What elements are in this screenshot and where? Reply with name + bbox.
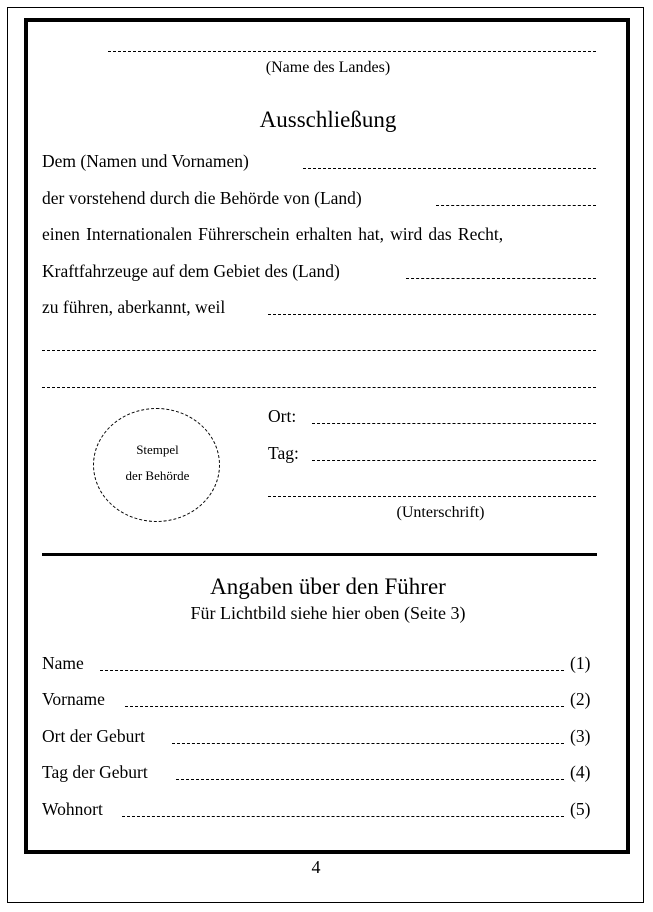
field-line-first-name	[125, 706, 564, 707]
field-number-4: (4)	[570, 762, 591, 782]
reason-continuation-line-1	[42, 350, 596, 351]
field-label-first-name: Vorname	[42, 689, 105, 709]
territory-line-label: Kraftfahrzeuge auf dem Gebiet des (Land)	[42, 261, 340, 281]
stamp-label-line1: Stempel	[136, 442, 179, 457]
signature-caption: (Unterschrift)	[396, 504, 485, 521]
country-name-caption: (Name des Landes)	[265, 59, 391, 76]
field-line-residence	[122, 816, 564, 817]
place-label: Ort:	[268, 406, 297, 426]
field-label-birthplace: Ort der Geburt	[42, 726, 146, 746]
place-line	[312, 423, 596, 424]
stamp-label-line2: der Behörde	[125, 468, 190, 483]
field-line-birthdate	[176, 779, 564, 780]
authority-line	[436, 205, 596, 206]
driver-section-subtitle: Für Lichtbild siehe hier oben (Seite 3)	[190, 603, 466, 623]
field-number-1: (1)	[570, 653, 591, 673]
section-divider	[42, 553, 597, 556]
field-number-2: (2)	[570, 689, 591, 709]
name-line-label: Dem (Namen und Vornamen)	[42, 151, 249, 171]
name-line	[303, 168, 596, 169]
reason-line	[268, 314, 596, 315]
date-label: Tag:	[268, 443, 299, 463]
reason-continuation-line-2	[42, 387, 596, 388]
field-line-name	[100, 670, 564, 671]
page-number: 4	[311, 857, 321, 877]
license-line-text: einen Internationalen Führerschein erhalten hat, wird das Recht,	[42, 224, 504, 244]
field-label-name: Name	[42, 653, 84, 673]
authority-stamp	[93, 408, 220, 522]
field-label-birthdate: Tag der Geburt	[42, 762, 148, 782]
withdrawal-title: Ausschließung	[259, 107, 397, 132]
field-number-5: (5)	[570, 799, 591, 819]
field-number-3: (3)	[570, 726, 591, 746]
field-label-residence: Wohnort	[42, 799, 103, 819]
authority-line-label: der vorstehend durch die Behörde von (Land)	[42, 188, 362, 208]
country-name-line	[108, 51, 596, 52]
field-line-birthplace	[172, 743, 564, 744]
territory-line	[406, 278, 596, 279]
date-line	[312, 460, 596, 461]
signature-line	[268, 496, 596, 497]
reason-line-label: zu führen, aberkannt, weil	[42, 297, 226, 317]
driver-section-title: Angaben über den Führer	[210, 574, 446, 599]
